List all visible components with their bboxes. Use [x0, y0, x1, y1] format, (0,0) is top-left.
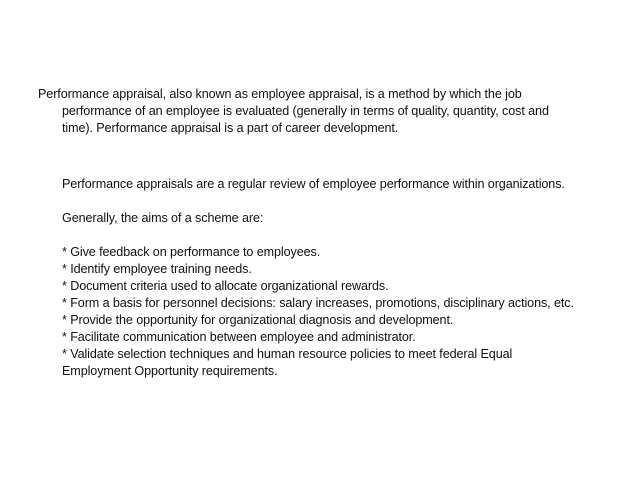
spacer	[38, 159, 628, 176]
aims-intro: Generally, the aims of a scheme are:	[62, 211, 264, 225]
aim-item: * Validate selection techniques and human resource policies to meet federal Equal	[62, 347, 513, 361]
review-sentence: Performance appraisals are a regular review of employee performance within organizations.	[62, 177, 565, 191]
spacer	[38, 193, 628, 210]
intro-line: time). Performance appraisal is a part of career development.	[62, 121, 399, 135]
spacer	[38, 227, 628, 244]
intro-line: Performance appraisal, also known as employee appraisal, is a method by which the job	[38, 87, 522, 101]
aim-item: * Provide the opportunity for organizational diagnosis and development.	[62, 313, 454, 327]
aim-item: * Give feedback on performance to employees.	[62, 245, 321, 259]
aim-item: * Form a basis for personnel decisions: salary increases, promotions, disciplinary actions, etc.	[62, 296, 574, 310]
slide-body-text	[38, 86, 628, 380]
aim-item: Employment Opportunity requirements.	[62, 364, 278, 378]
aim-item: * Document criteria used to allocate organizational rewards.	[62, 279, 389, 293]
intro-line: performance of an employee is evaluated (generally in terms of quality, quantity, cost and	[62, 104, 549, 118]
spacer	[38, 137, 628, 159]
aim-item: * Facilitate communication between employee and administrator.	[62, 330, 416, 344]
aim-item: * Identify employee training needs.	[62, 262, 252, 276]
